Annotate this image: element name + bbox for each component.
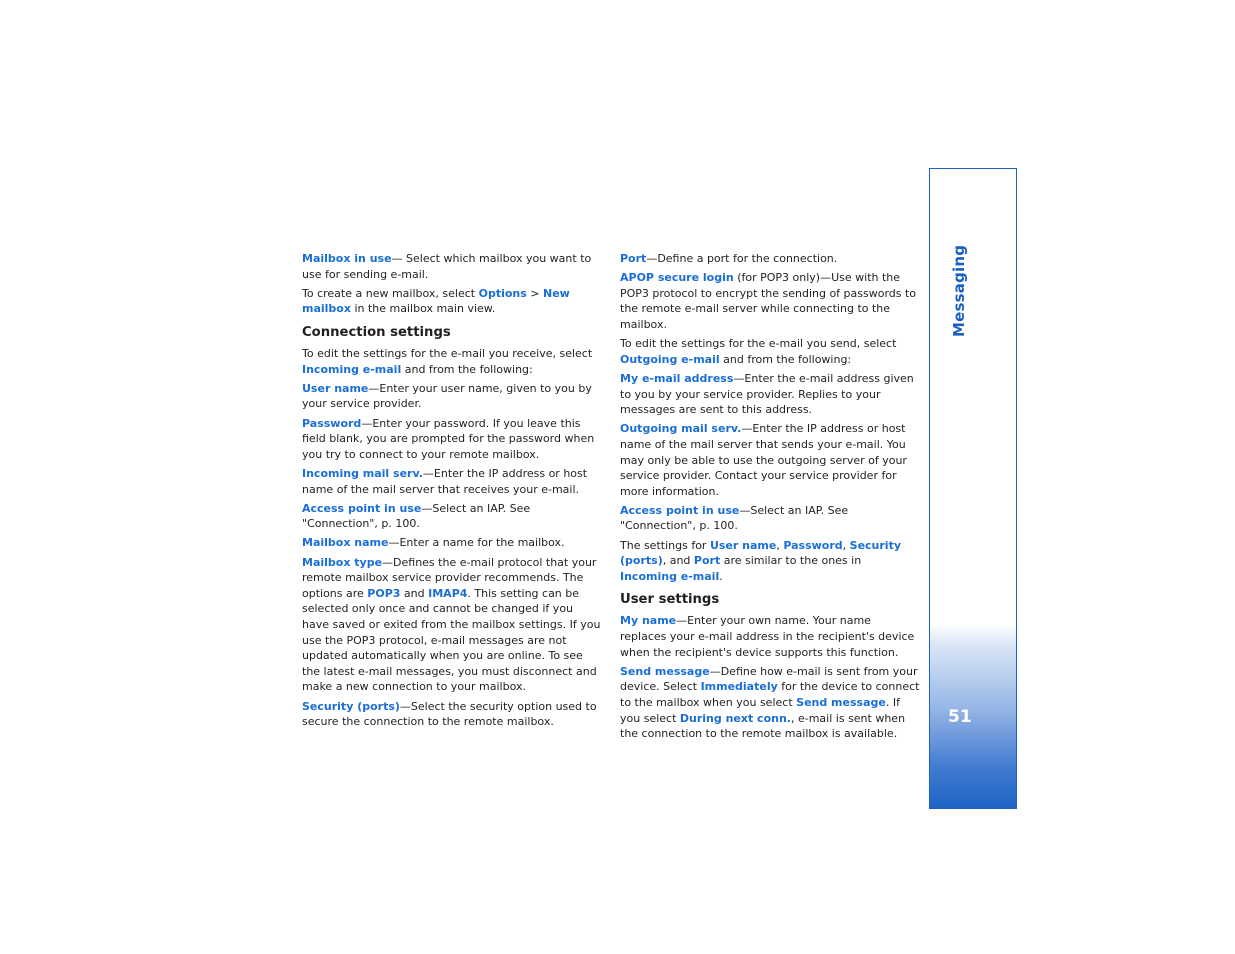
and-text: and — [400, 586, 429, 600]
port-text: —Define a port for the connection. — [646, 252, 838, 265]
options-term: Options — [478, 286, 527, 300]
password-paragraph — [302, 416, 602, 463]
create-mailbox-post: in the mailbox main view. — [350, 302, 496, 316]
mailbox-in-use-term: Mailbox in use — [302, 252, 392, 265]
access-point-term: Access point in use — [302, 501, 422, 515]
my-email-address-term: My e-mail address — [620, 371, 734, 385]
mailbox-type-text2: . This setting can be selected only once and cannot be changed if you have saved or exited from the mailbox settings. If you use the POP3 protocol, e-mail messages are not updated automatically when you are online. To see the latest e-mail messages, you must disconnect and make a new connection to your mailbox. — [302, 586, 601, 694]
mailbox-name-paragraph — [302, 535, 602, 551]
imap4-term: IMAP4 — [428, 586, 468, 600]
password-text: —Enter your password. If you leave this field blank, you are prompted for the password when you try to connect to your remote mailbox. — [302, 416, 595, 461]
during-next-conn-term: During next conn. — [679, 711, 791, 725]
user-name-term-2: User name — [709, 538, 777, 552]
mailbox-type-paragraph — [302, 555, 602, 695]
comma-2: , — [842, 538, 850, 552]
password-term: Password — [302, 416, 362, 430]
incoming-mail-serv-term: Incoming mail serv. — [302, 466, 423, 480]
port-term-2: Port — [693, 554, 721, 568]
comma-3: , and — [662, 554, 694, 568]
user-settings-heading: User settings — [620, 592, 720, 608]
send-message-t1: —Define how e-mail is sent from your device. Select — [620, 664, 918, 694]
my-name-text: —Enter your own name. Your name replaces your e-mail address in the recipient's device when the recipient's device supports this function. — [620, 614, 915, 659]
mailbox-type-term: Mailbox type — [302, 555, 383, 569]
security-ports-term: Security (ports) — [302, 699, 400, 713]
mailbox-name-text: —Enter a name for the mailbox. — [388, 536, 565, 550]
outgoing-mail-serv-term: Outgoing mail serv. — [620, 422, 742, 436]
port-paragraph — [620, 251, 920, 267]
mailbox-name-term: Mailbox name — [302, 536, 389, 550]
user-name-term: User name — [302, 381, 369, 395]
outgoing-intro-paragraph — [620, 336, 920, 367]
comma-1: , — [776, 538, 784, 552]
mailbox-in-use-text: — Select which mailbox you want to use for sending e-mail. — [302, 252, 592, 281]
my-email-address-paragraph — [620, 371, 920, 418]
new-mailbox-term: New mailbox — [302, 286, 570, 316]
right-column — [620, 251, 920, 745]
security-ports-text: —Select the security option used to secure the connection to the remote mailbox. — [302, 699, 597, 729]
mailbox-type-text1: —Defines the e-mail protocol that your remote mailbox service provider recommends. The options are — [302, 555, 597, 600]
my-name-term: My name — [620, 614, 677, 628]
create-mailbox-paragraph — [302, 286, 602, 317]
access-point-term-2: Access point in use — [620, 503, 740, 517]
send-message-t4: , e-mail is sent when the connection to the remote mailbox is available. — [620, 711, 906, 741]
left-column — [302, 251, 602, 733]
incoming-email-term: Incoming e-mail — [302, 362, 402, 376]
incoming-intro-paragraph — [302, 346, 602, 377]
section-sidebar — [929, 168, 1017, 809]
section-title: Messaging — [950, 244, 968, 337]
port-term: Port — [620, 252, 647, 265]
similar-mid: are similar to the ones in — [720, 554, 862, 568]
incoming-mail-serv-text: —Enter the IP address or host name of the mail server that receives your e-mail. — [302, 466, 588, 496]
outgoing-mail-serv-text: —Enter the IP address or host name of the mail server that sends your e-mail. You may only be able to use the outgoing server of your service provider. Contact your service provider for more information. — [620, 422, 907, 498]
security-ports-term-2: Security (ports) — [620, 538, 901, 568]
send-message-term-2: Send message — [796, 696, 886, 709]
create-mailbox-pre: To create a new mailbox, select — [302, 286, 479, 300]
incoming-intro-post: and from the following: — [401, 362, 533, 376]
outgoing-mail-serv-paragraph — [620, 421, 920, 499]
incoming-intro-pre: To edit the settings for the e-mail you receive, select — [302, 346, 593, 360]
send-message-paragraph — [620, 664, 920, 742]
access-point-text-2: —Select an IAP. See "Connection", p. 100. — [620, 503, 849, 533]
similar-pre: The settings for — [620, 538, 710, 552]
immediately-term: Immediately — [700, 680, 778, 694]
my-name-paragraph — [620, 613, 920, 660]
my-email-address-text: —Enter the e-mail address given to you by your service provider. Replies to your messages are sent to this address. — [620, 371, 914, 417]
password-term-2: Password — [783, 538, 843, 552]
apop-text: (for POP3 only)—Use with the POP3 protocol to encrypt the sending of passwords to the remote e-mail server while connecting to the mailbox. — [620, 271, 917, 331]
apop-term: APOP secure login — [620, 271, 734, 285]
access-point-paragraph — [302, 501, 602, 532]
outgoing-email-term: Outgoing e-mail — [620, 352, 720, 366]
incoming-email-term-2: Incoming e-mail — [620, 569, 720, 583]
similar-settings-paragraph — [620, 538, 920, 585]
send-message-t3: . If you select — [620, 696, 900, 725]
pop3-term: POP3 — [367, 586, 401, 600]
user-name-text: —Enter your user name, given to you by your service provider. — [302, 381, 592, 411]
outgoing-intro-post: and from the following: — [719, 352, 852, 366]
outgoing-intro-pre: To edit the settings for the e-mail you send, select — [620, 337, 897, 351]
mailbox-in-use-paragraph — [302, 251, 602, 282]
access-point-paragraph-2 — [620, 503, 920, 534]
send-message-term: Send message — [620, 664, 710, 678]
page-number: 51 — [948, 707, 972, 727]
separator: > — [526, 286, 544, 300]
user-name-paragraph — [302, 381, 602, 412]
security-ports-paragraph — [302, 699, 602, 730]
access-point-text: —Select an IAP. See "Connection", p. 100. — [302, 501, 531, 531]
similar-end: . — [719, 569, 723, 583]
send-message-t2: for the device to connect to the mailbox when you select — [620, 680, 920, 709]
incoming-mail-serv-paragraph — [302, 466, 602, 497]
apop-paragraph — [620, 270, 920, 332]
connection-settings-heading: Connection settings — [302, 324, 451, 340]
